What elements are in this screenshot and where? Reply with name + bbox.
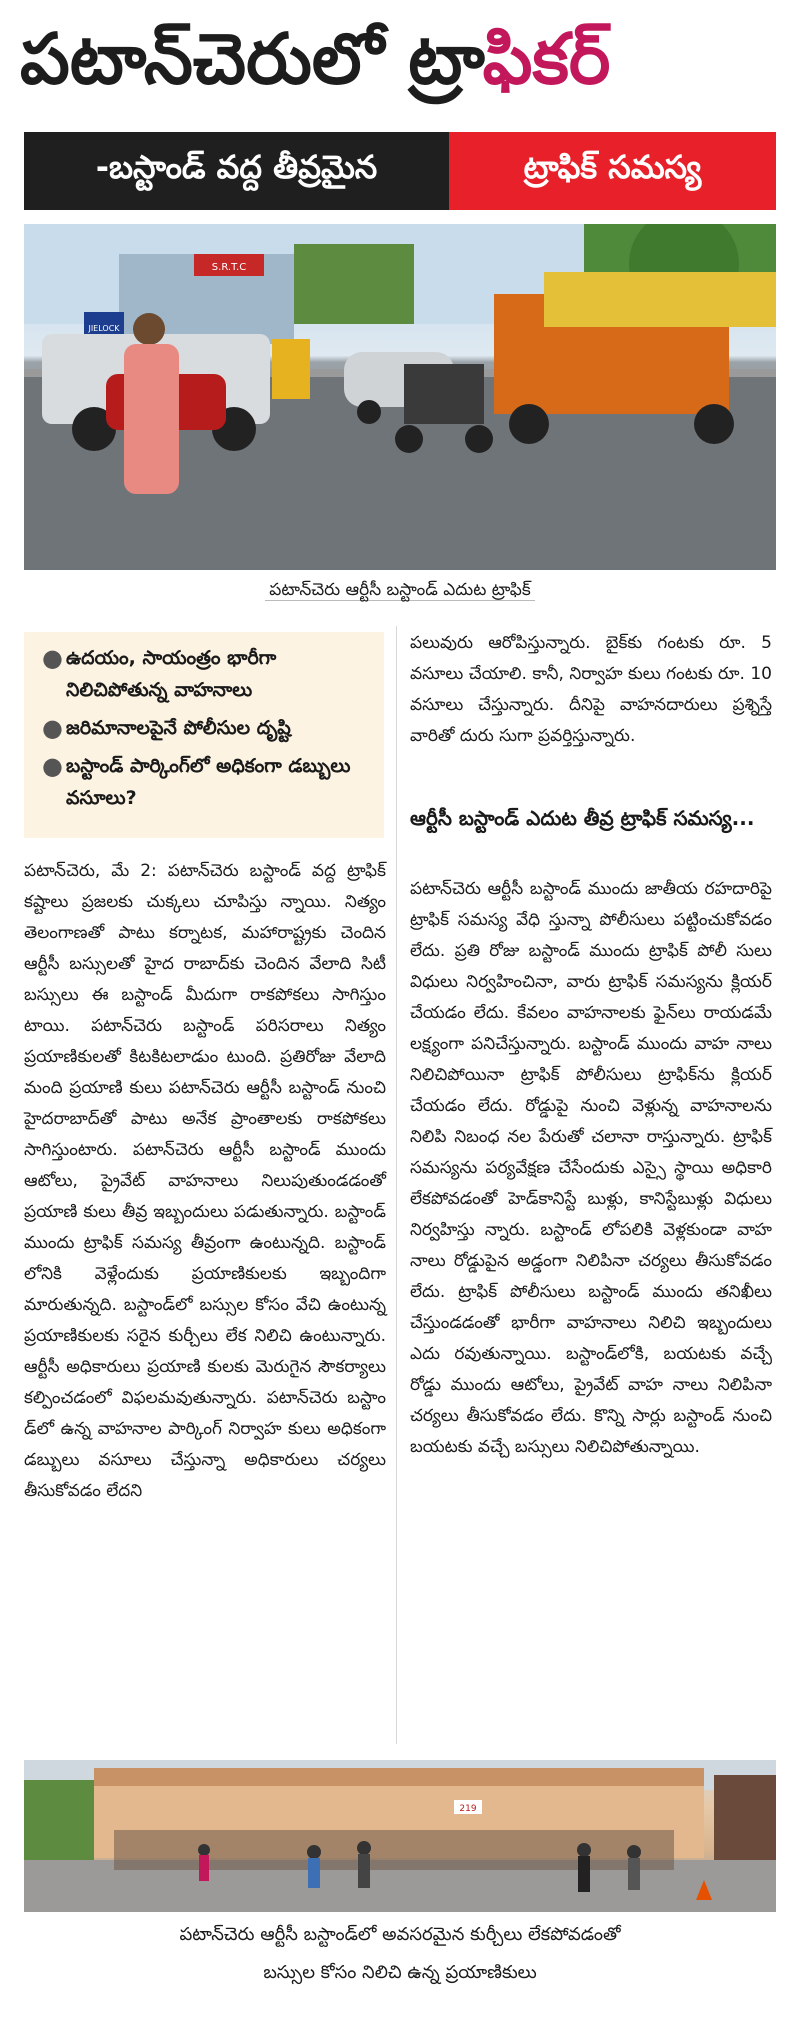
platform-number: 219: [459, 1804, 477, 1814]
headline-part-1: పటాన్‌చెరులో ట్రా: [20, 18, 483, 100]
highlight-item: [42, 750, 374, 814]
bullet-icon: ●: [42, 644, 63, 672]
highlight-text: ఉదయం, సాయంత్రం భారీగా నిలిచిపోతున్న వాహనాలు: [66, 647, 277, 701]
subheadline-banner: [24, 132, 776, 210]
highlight-text: బస్టాండ్ పార్కింగ్‌లో అధికంగా డబ్బులు వసూలు?: [66, 755, 351, 809]
highlight-text: జరిమానాలపైనే పోలీసుల దృష్టి: [66, 717, 291, 739]
article-right-column: [410, 874, 772, 1463]
bus-stand-photo: [24, 1760, 776, 1912]
article-left-body: పటాన్‌చెరు, మే 2: పటాన్‌చెరు బస్టాండ్ వద్ద ట్రాఫిక్ కష్టాలు ప్రజలకు చుక్కలు చూపిస్తు న్నాయి. నిత్యం తెలంగాణతో పాటు కర్నాటక, మహారాష్ట్రకు చెందిన ఆర్టీసీ బస్సులతో హైద రాబాద్‌కు చెందిన వేలాది సిటీ బస్సులు ఈ బస్టాండ్ మీదుగా రాకపోకలు సాగిస్తుం టాయి. పటాన్‌చెరు బస్టాండ్ పరిసరాలు నిత్యం ప్రయాణికులతో కిటకిటలాడుం టుంది. ప్రతిరోజు వేలాది మంది ప్రయాణి కులు పటాన్‌చెరు ఆర్టీసీ బస్టాండ్ నుంచి హైదరాబాద్‌తో పాటు అనేక ప్రాంతాలకు రాకపోకలు సాగిస్తుంటారు. పటాన్‌చెరు ఆర్టీసీ బస్టాండ్ ముందు ఆటోలు, ప్రైవేట్ వాహనాలు నిలుపుతుండడంతో ప్రయాణి కులు తీవ్ర ఇబ్బందులు పడుతున్నారు. బస్టాండ్ ముందు ట్రాఫిక్ సమస్య తీవ్రంగా ఉంటున్నది. బస్టాండ్ లోనికి వెళ్లేందుకు ప్రయాణికులకు ఇబ్బందిగా మారుతున్నది. బస్టాండ్‌లో బస్సుల కోసం వేచి ఉంటున్న ప్రయాణికులకు సరైన కుర్చీలు లేక నిలిచి ఉంటున్నారు. ఆర్టీసీ అధికారులు ప్రయాణి కులకు మెరుగైన సౌకర్యాలు కల్పించడంలో విఫలమవుతున్నారు. పటాన్‌చెరు బస్టాం డ్‌లో ఉన్న వాహనాల పార్కింగ్ నిర్వాహ కులు అధికంగా డబ్బులు వసూలు చేస్తున్నా అధికారులు చర్యలు తీసుకోవడం లేదని: [24, 861, 386, 1501]
traffic-photo: [24, 224, 776, 570]
article-subtitle: ఆర్టీసీ బస్టాండ్ ఎదుట తీవ్ర ట్రాఫిక్ సమస్య...: [410, 806, 755, 830]
road-board: JIELOCK: [88, 324, 120, 333]
column-divider: [396, 626, 397, 1744]
photo1-caption: [24, 572, 776, 608]
photo2-caption-line-1: పటాన్‌చెరు ఆర్టీసీ బస్టాండ్‌లో అవసరమైన కుర్చీలు లేకపోవడంతో: [179, 1924, 621, 1945]
highlight-item: [42, 642, 374, 706]
article-right-top-text: పలువురు ఆరోపిస్తున్నారు. బైక్‌కు గంటకు రూ. 5 వసూలు చేయాలి. కానీ, నిర్వాహ కులు గంటకు రూ. 10 వసూలు చేస్తున్నారు. దీనిపై వాహనదారులు ప్రశ్నిస్తే వారితో దురు సుగా ప్రవర్తిస్తున్నారు.: [410, 633, 772, 746]
photo2-caption: [24, 1916, 776, 1992]
headline: [20, 4, 780, 114]
subheadline-left: -బస్టాండ్ వద్ద తీవ్రమైన: [24, 132, 449, 210]
article-right-top: [410, 628, 772, 752]
subheadline-right: ట్రాఫిక్ సమస్య: [449, 132, 776, 210]
article-right-body: పటాన్‌చెరు ఆర్టీసీ బస్టాండ్ ముందు జాతీయ రహదారిపై ట్రాఫిక్ సమస్య వేధి స్తున్నా పోలీసులు పట్టించుకోవడం లేదు. ప్రతి రోజు బస్టాండ్ ముందు ట్రాఫిక్ పోలీ సులు విధులు నిర్వహించినా, వారు ట్రాఫిక్ సమస్యను క్లియర్ చేయడం లేదు. కేవలం వాహనాలకు ఫైన్‌లు రాయడమే లక్ష్యంగా పనిచేస్తున్నారు. బస్టాండ్ ముందు వాహ నాలు నిలిచిపోయినా ట్రాఫిక్ పోలీసులు ట్రాఫిక్‌ను క్లియర్ చేయడం లేదు. రోడ్డుపై నుంచి వెళ్లున్న వాహనాలను నిలిపి నిబంధ నల పేరుతో చలానా రాస్తున్నారు. ట్రాఫిక్ సమస్యను పర్యవేక్షణ చేసేందుకు ఎస్సై స్థాయి అధికారి లేకపోవడంతో హెడ్‌కానిస్టే బుళ్లు, కానిస్టేబుళ్లు విధులు నిర్వహిస్తు న్నారు. బస్టాండ్ లోపలికి వెళ్లకుండా వాహ నాలు రోడ్డుపైన అడ్డంగా నిలిపినా చర్యలు తీసుకోవడం లేదు. ట్రాఫిక్ పోలీసులు బస్టాండ్ ముందు తనిఖీలు చేస్తుండడంతో భారీగా వాహనాలు నిలిచి ఇబ్బందులు ఎదు రవుతున్నాయి. బస్టాండ్‌లోకి, బయటకు వచ్చే రోడ్డు ముందు ఆటోలు, ప్రైవేట్ వాహ నాలు నిలిపినా చర్యలు తీసుకోవడం లేదు. కొన్ని సార్లు బస్టాండ్ నుంచి బయటకు వచ్చే బస్సులు నిలిచిపోతున్నాయి.: [410, 879, 772, 1457]
photo1-caption-text: పటాన్‌చెరు ఆర్టీసీ బస్టాండ్ ఎదుట ట్రాఫిక్: [265, 580, 534, 601]
highlight-item: [42, 712, 374, 744]
traffic-photo-illustration: [24, 224, 776, 570]
bullet-icon: ●: [42, 714, 63, 742]
building-sign: S.R.T.C: [211, 262, 247, 273]
bullet-icon: ●: [42, 752, 63, 780]
highlights-box: [24, 632, 384, 838]
bus-stand-photo-illustration: [24, 1760, 776, 1912]
headline-part-2: ఫికర్: [482, 18, 611, 100]
article-left-column: [24, 856, 386, 1507]
photo2-caption-line-2: బస్సుల కోసం నిలిచి ఉన్న ప్రయాణికులు: [263, 1962, 537, 1983]
